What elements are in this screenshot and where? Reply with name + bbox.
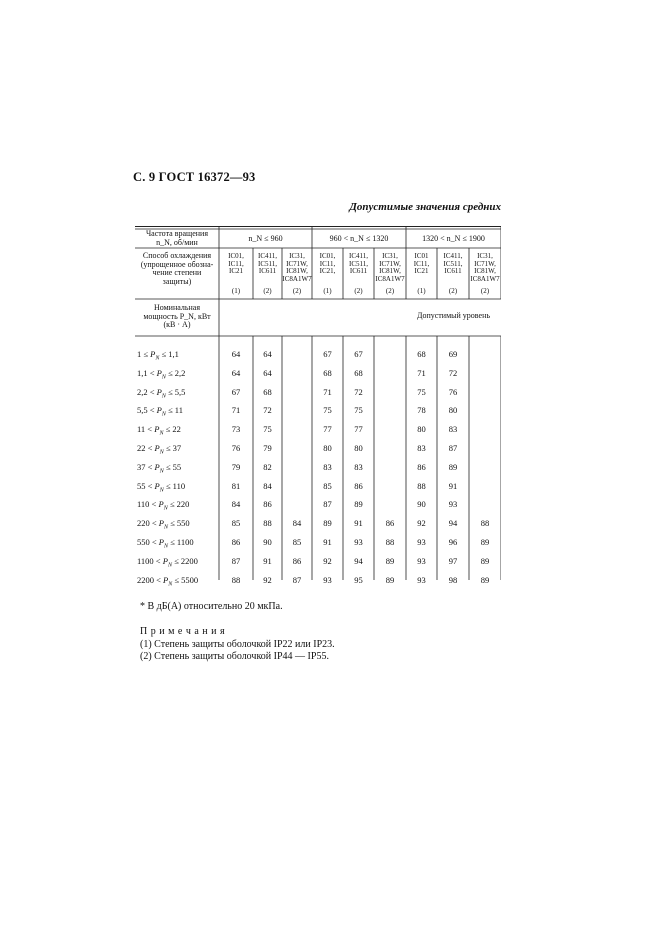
table-caption: Допустимые значения средних <box>349 201 501 213</box>
noise-level-value: 87 <box>448 443 458 453</box>
cooling-code-note: (1) <box>417 287 426 295</box>
note-2: (2) Степень защиты оболочкой IP44 — IP55. <box>140 651 329 662</box>
noise-level-value: 85 <box>231 518 241 529</box>
noise-level-value: 91 <box>323 537 332 547</box>
noise-level-value: 89 <box>448 461 458 472</box>
noise-level-value: 90 <box>417 499 426 510</box>
rotation-header-line2: n_N, об/мин <box>156 237 198 247</box>
noise-level-value: 89 <box>385 555 395 566</box>
noise-level-value: 92 <box>263 574 272 585</box>
speed-group-3: 1320 < n_N ≤ 1900 <box>422 234 485 243</box>
noise-level-value: 88 <box>480 518 490 529</box>
noise-level-value: 77 <box>354 424 363 435</box>
noise-level-value: 93 <box>354 537 363 547</box>
noise-level-value: 89 <box>323 518 332 529</box>
noise-level-value: 83 <box>323 461 332 472</box>
row-power-range: $5,5 < P_N \le 11$ <box>137 405 183 419</box>
noise-level-value: 64 <box>231 367 241 378</box>
cooling-code-cell: IC411, IC511, IC611 <box>443 252 463 276</box>
cooling-header: Способ охлаждения (упрощенное обозна-чение степени защиты) <box>140 251 214 286</box>
noise-level-value: 91 <box>263 555 272 566</box>
noise-level-value: 88 <box>231 574 241 585</box>
noise-level-value: 84 <box>231 499 241 510</box>
noise-level-value: 68 <box>354 367 363 378</box>
noise-level-value: 86 <box>263 499 272 510</box>
row-power-range: $37 < P_N \le 55$ <box>137 461 182 475</box>
noise-level-value: 93 <box>417 537 426 547</box>
cooling-code-note: (2) <box>354 287 363 295</box>
noise-level-value: 88 <box>385 537 395 547</box>
row-power-range: $11 < P_N \le 22$ <box>137 424 181 437</box>
cooling-code-note: (1) <box>323 287 332 295</box>
noise-level-value: 92 <box>323 555 332 566</box>
cooling-code-cell: IC411, IC511, IC611 <box>349 252 368 276</box>
noise-level-value: 67 <box>354 349 363 359</box>
speed-group-1: n_N ≤ 960 <box>248 234 283 243</box>
noise-level-value: 79 <box>263 443 272 453</box>
noise-level-value: 98 <box>448 574 458 585</box>
noise-level-value: 78 <box>417 405 426 416</box>
noise-level-value: 83 <box>448 424 458 435</box>
noise-level-value: 75 <box>263 424 272 435</box>
row-power-range: $110 < P_N \le 220$ <box>137 499 190 513</box>
noise-level-value: 77 <box>323 424 332 435</box>
noise-level-value: 84 <box>263 480 272 491</box>
noise-level-value: 64 <box>263 349 272 359</box>
noise-level-value: 86 <box>354 480 363 491</box>
noise-level-value: 91 <box>448 480 458 491</box>
rotation-header-line1: Частота вращения <box>145 229 208 238</box>
footnote: * В дБ(А) относительно 20 мкПа. <box>140 601 283 612</box>
noise-level-value: 68 <box>323 367 332 378</box>
noise-level-value: 75 <box>417 386 426 397</box>
noise-level-value: 89 <box>385 574 395 585</box>
cooling-code-cell: IC01 IC11, IC21 <box>413 252 430 276</box>
cooling-code-note: (2) <box>263 287 272 295</box>
noise-level-value: 93 <box>323 574 332 585</box>
row-power-range: $1,1 < P_N \le 2,2$ <box>137 367 186 381</box>
noise-level-value: 83 <box>354 461 363 472</box>
noise-level-value: 97 <box>448 555 458 566</box>
noise-level-value: 89 <box>480 574 490 585</box>
noise-level-value: 84 <box>292 518 302 529</box>
noise-level-value: 79 <box>231 461 241 472</box>
noise-level-value: 68 <box>417 349 426 359</box>
row-power-range: $220 < P_N \le 550$ <box>137 518 190 531</box>
noise-level-value: 81 <box>231 480 241 491</box>
cooling-code-note: (1) <box>231 287 241 295</box>
cooling-code-cell: IC01, IC11, IC21 <box>228 252 244 276</box>
noise-level-value: 85 <box>292 537 302 547</box>
cooling-code-cell: IC31, IC71W, IC81W, IC8A1W7 <box>470 252 500 283</box>
cooling-code-note: (2) <box>448 287 458 295</box>
noise-level-value: 73 <box>231 424 241 435</box>
noise-level-value: 80 <box>354 443 363 453</box>
noise-level-value: 68 <box>263 386 272 397</box>
note-1: (1) Степень защиты оболочкой IP22 или IP23. <box>140 639 335 650</box>
noise-level-value: 85 <box>323 480 332 491</box>
cooling-code-note: (2) <box>480 287 490 295</box>
row-power-range: $22 < P_N \le 37$ <box>137 443 182 456</box>
rotation-header <box>137 230 217 247</box>
noise-level-value: 94 <box>448 518 458 529</box>
noise-level-value: 72 <box>263 405 272 416</box>
level-header: Допустимый уровень <box>417 311 490 320</box>
noise-level-value: 64 <box>231 349 241 359</box>
cooling-code-note: (2) <box>292 287 302 295</box>
noise-level-value: 80 <box>417 424 426 435</box>
cooling-code-cell: IC01, IC11, IC21, <box>319 252 336 276</box>
noise-level-value: 88 <box>417 480 426 491</box>
noise-level-value: 89 <box>480 537 490 547</box>
cooling-code-cell: IC31, IC71W, IC81W, IC8A1W7 <box>282 252 312 283</box>
noise-level-value: 93 <box>417 555 426 566</box>
notes-title: П р и м е ч а н и я <box>140 626 226 637</box>
noise-level-value: 69 <box>448 349 458 359</box>
row-power-range: $1100 < P_N \le 2200$ <box>137 555 198 569</box>
noise-level-value: 64 <box>263 367 272 378</box>
noise-level-value: 71 <box>231 405 241 416</box>
noise-levels-table <box>135 226 501 588</box>
noise-level-value: 82 <box>263 461 272 472</box>
noise-level-value: 92 <box>417 518 426 529</box>
noise-level-value: 93 <box>448 499 458 510</box>
noise-level-value: 72 <box>448 367 458 378</box>
cooling-code-note: (2) <box>385 287 395 295</box>
noise-level-value: 96 <box>448 537 458 547</box>
noise-level-value: 86 <box>231 537 241 547</box>
noise-level-value: 80 <box>323 443 332 453</box>
noise-level-value: 72 <box>354 386 363 397</box>
noise-level-value: 86 <box>417 461 426 472</box>
cooling-code-cell: IC411, IC511, IC611 <box>258 252 277 276</box>
noise-level-value: 90 <box>263 537 272 547</box>
noise-level-value: 71 <box>417 367 426 378</box>
noise-level-value: 67 <box>323 349 332 359</box>
noise-level-value: 80 <box>448 405 458 416</box>
row-power-range: $2,2 < P_N \le 5,5$ <box>137 386 186 400</box>
noise-level-value: 83 <box>417 443 426 453</box>
noise-level-value: 94 <box>354 555 363 566</box>
noise-level-value: 76 <box>231 443 241 453</box>
noise-level-value: 71 <box>323 386 332 397</box>
noise-level-value: 89 <box>480 555 490 566</box>
noise-level-value: 91 <box>354 518 363 529</box>
cooling-code-cell: IC31, IC71W, IC81W, IC8A1W7 <box>375 252 405 283</box>
noise-level-value: 75 <box>354 405 363 416</box>
noise-level-value: 87 <box>292 574 302 585</box>
noise-level-value: 88 <box>263 518 272 529</box>
row-power-range: $1 \le P_N \le 1,1$ <box>137 349 179 362</box>
noise-level-value: 75 <box>323 405 332 416</box>
power-header: Номинальная мощность P_N, кВт (кВ · А) <box>143 303 211 330</box>
noise-level-value: 95 <box>354 574 363 585</box>
speed-group-2: 960 < n_N ≤ 1320 <box>329 234 389 243</box>
noise-level-value: 93 <box>417 574 426 585</box>
page-title: С. 9 ГОСТ 16372—93 <box>133 170 256 184</box>
noise-level-value: 87 <box>231 555 241 566</box>
noise-level-value: 86 <box>385 518 395 529</box>
noise-level-value: 87 <box>323 499 332 510</box>
noise-level-value: 76 <box>448 386 458 397</box>
noise-level-value: 89 <box>354 499 363 510</box>
noise-level-value: 86 <box>292 555 302 566</box>
row-power-range: $55 < P_N \le 110$ <box>137 480 186 494</box>
row-power-range: $2200 < P_N \le 5500$ <box>137 574 199 588</box>
row-power-range: $550 < P_N \le 1100$ <box>137 537 194 550</box>
noise-level-value: 67 <box>231 386 241 397</box>
